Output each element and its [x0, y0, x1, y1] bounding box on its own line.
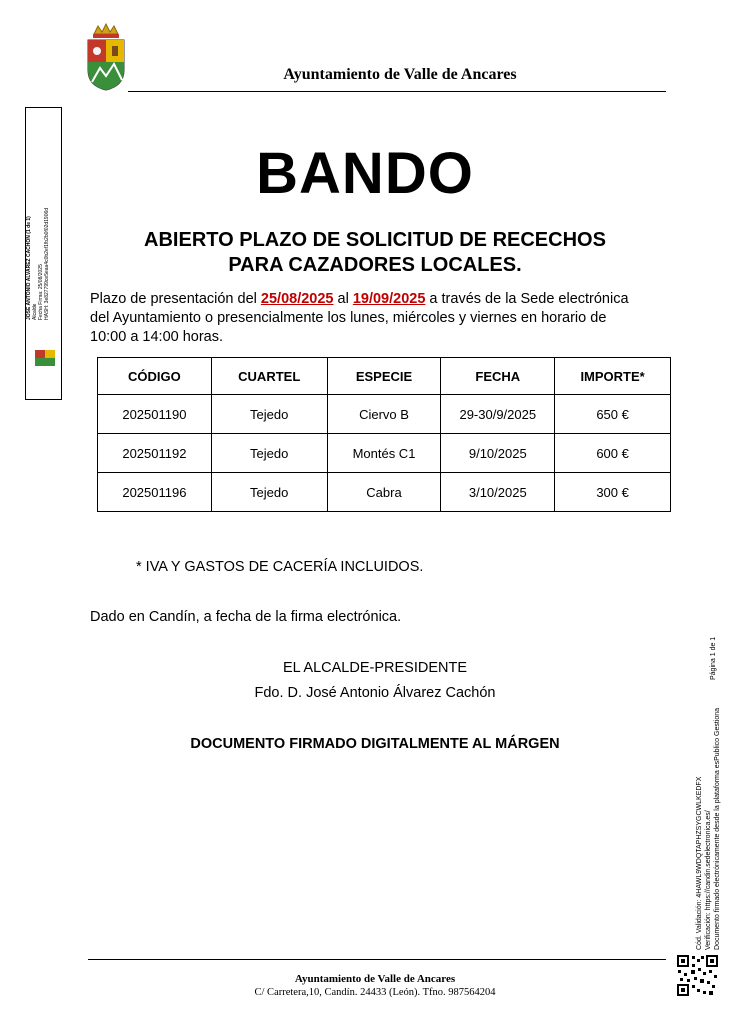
header-title: Ayuntamiento de Valle de Ancares: [283, 66, 517, 83]
validation-block: [695, 630, 722, 950]
subtitle-line-2: PARA CAZADORES LOCALES.: [228, 254, 522, 276]
qr-code-icon: [676, 954, 719, 997]
validation-code: Cód. Validación: 4HAWL9WDQTAPHZSYGCWLKEDFX: [696, 776, 703, 950]
footer-divider: [88, 959, 666, 960]
column-header: CÓDIGO: [98, 358, 212, 395]
intro-line-3: 10:00 a 14:00 horas.: [90, 329, 224, 345]
footer-address: C/ Carretera,10, Candín. 24433 (León). Tfno. 987564204: [254, 987, 496, 998]
intro-suffix: a través de la Sede electrónica: [425, 291, 629, 307]
given-at-line: Dado en Candín, a fecha de la firma electrónica.: [90, 609, 402, 625]
column-header: ESPECIE: [327, 358, 441, 395]
table-row: [98, 434, 671, 473]
table-row: [98, 395, 671, 434]
intro-prefix: Plazo de presentación del: [90, 291, 261, 307]
column-header: IMPORTE*: [555, 358, 671, 395]
document-title: BANDO: [256, 141, 474, 206]
validation-url: Verificación: https://candin.sedelectronica.es/: [705, 810, 712, 950]
table-cell: 202501196: [98, 473, 212, 512]
intro-line-1: [90, 290, 720, 309]
digital-signature-note: DOCUMENTO FIRMADO DIGITALMENTE AL MÁRGEN: [190, 736, 560, 752]
signature-role: Alcalde: [32, 303, 38, 320]
validation-platform: Documento firmado electrónicamente desde la plataforma esPublico Gestiona: [714, 707, 721, 950]
table-cell: Ciervo B: [327, 395, 441, 434]
table-row: [98, 473, 671, 512]
table-cell: Tejedo: [211, 395, 327, 434]
small-crest-icon: [33, 348, 57, 368]
start-date: 25/08/2025: [260, 291, 334, 307]
header-divider: [128, 91, 666, 92]
table-cell: 202501190: [98, 395, 212, 434]
end-date: 19/09/2025: [352, 291, 426, 307]
intro-mid: al: [333, 291, 353, 307]
column-header: CUARTEL: [211, 358, 327, 395]
table-cell: Cabra: [327, 473, 441, 512]
footer-title: Ayuntamiento de Valle de Ancares: [294, 973, 456, 985]
table-header-row: [98, 358, 671, 395]
municipal-crest-icon: [84, 22, 128, 92]
intro-line-2: del Ayuntamiento o presencialmente los lunes, miércoles y viernes en horario de: [90, 310, 607, 326]
signature-name: JOSE ANTONIO ALVAREZ CACHON (1 de 1): [26, 216, 32, 320]
signer-name: Fdo. D. José Antonio Álvarez Cachón: [254, 685, 496, 701]
tax-note: * IVA Y GASTOS DE CACERÍA INCLUIDOS.: [136, 559, 424, 575]
column-header: FECHA: [441, 358, 555, 395]
table-cell: Tejedo: [211, 473, 327, 512]
table-cell: 202501192: [98, 434, 212, 473]
page-indicator: Página 1 de 1: [710, 636, 717, 680]
table-cell: 29-30/9/2025: [441, 395, 555, 434]
intro-paragraph: [90, 290, 720, 347]
table-cell: 650 €: [555, 395, 671, 434]
signature-date: Fecha Firma: 25/08/2025: [38, 264, 44, 320]
table-cell: Tejedo: [211, 434, 327, 473]
subtitle-line-1: ABIERTO PLAZO DE SOLICITUD DE RECECHOS: [144, 229, 606, 251]
table-cell: 3/10/2025: [441, 473, 555, 512]
table-cell: 600 €: [555, 434, 671, 473]
table-cell: Montés C1: [327, 434, 441, 473]
signature-hash: HASH: 3e827799ce5eaa4c0b2ef1fb2b0f02d1906d: [44, 207, 50, 320]
permits-table: [97, 357, 671, 512]
document-subtitle: [0, 228, 730, 278]
table-cell: 9/10/2025: [441, 434, 555, 473]
table-cell: 300 €: [555, 473, 671, 512]
mayor-title: EL ALCALDE-PRESIDENTE: [283, 660, 467, 676]
